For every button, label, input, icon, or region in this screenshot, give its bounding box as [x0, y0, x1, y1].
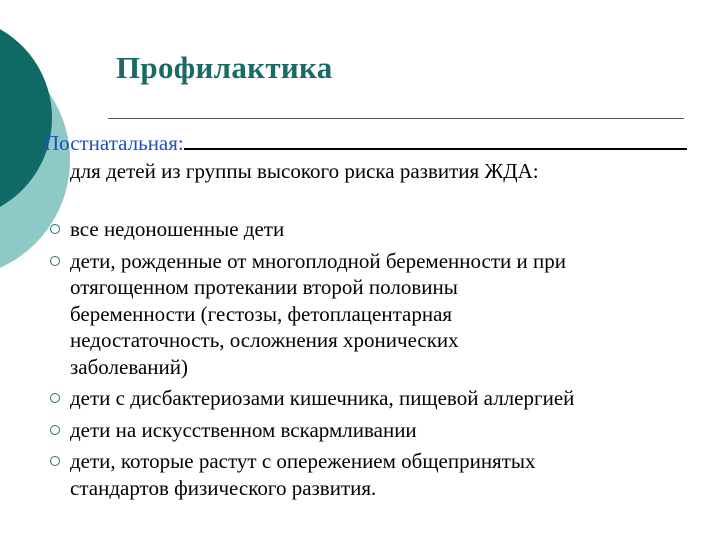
- risk-group-list: [50, 216, 690, 506]
- list-item-line: дети, рожденные от многоплодной беременности и при: [70, 248, 566, 273]
- slide-title: Профилактика: [116, 50, 333, 85]
- circle-bullet-icon: [50, 224, 60, 234]
- list-item-line: стандартов физического развития.: [70, 475, 377, 500]
- subheading: [44, 130, 720, 156]
- list-item-line: отягощенном протекании второй половины: [70, 275, 458, 299]
- subheading-underline: [184, 147, 687, 150]
- list-item-line: беременности (гестозы, фетоплацентарная: [70, 301, 453, 326]
- subheading-description: для детей из группы высокого риска развития ЖДА:: [70, 159, 539, 183]
- list-item: [50, 448, 690, 501]
- circle-bullet-icon: [50, 425, 60, 435]
- list-item-line: дети на искусственном вскармливании: [70, 417, 417, 442]
- subheading-label: Постнатальная:: [44, 131, 184, 155]
- list-item: [50, 216, 690, 243]
- list-item-line: дети с дисбактериозами кишечника, пищевой аллергией: [70, 386, 575, 410]
- list-item-line: заболеваний): [70, 354, 188, 379]
- circle-bullet-icon: [50, 256, 60, 266]
- title-divider: [108, 118, 684, 119]
- list-item: [50, 417, 690, 444]
- circle-bullet-icon: [50, 393, 60, 403]
- list-item-line: все недоношенные дети: [70, 217, 285, 241]
- list-item-line: недостаточность, осложнения хронических: [70, 328, 459, 352]
- circle-bullet-icon: [50, 456, 60, 466]
- list-item: [50, 385, 690, 412]
- list-item: [50, 248, 690, 381]
- list-item-line: дети, которые растут с опережением общепринятых: [70, 449, 536, 473]
